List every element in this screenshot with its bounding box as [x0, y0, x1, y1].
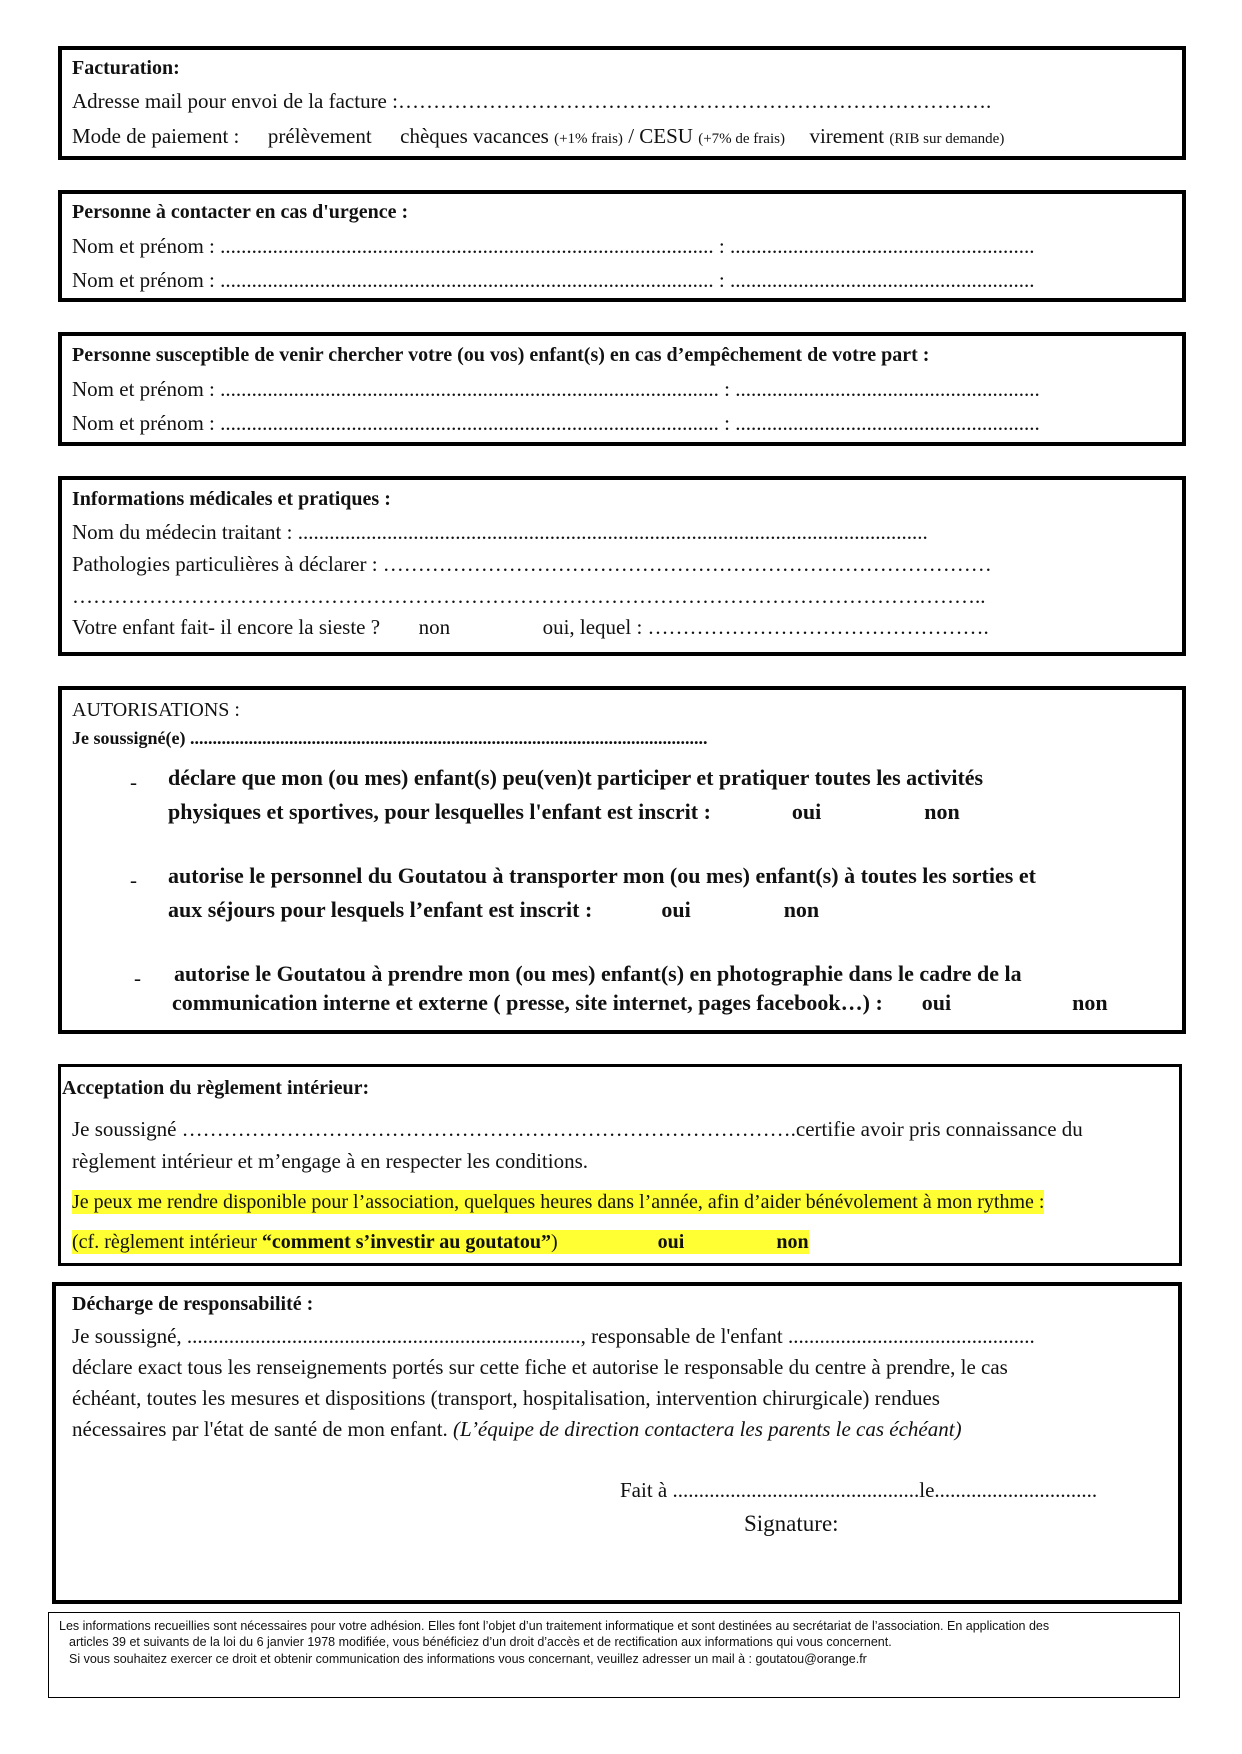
option-virement[interactable]: virement	[809, 124, 885, 148]
benevole-statement: Je peux me rendre disponible pour l’association, quelques heures dans l’année, afin d’aider bénévolement à mon rythme :	[72, 1191, 1045, 1213]
pickup-contact-1[interactable]: Nom et prénom : ............................................................................................... : ..........................................................	[72, 377, 1040, 401]
autorisation-1-dash: -	[130, 770, 137, 794]
option-prelevement[interactable]: prélèvement	[267, 124, 372, 148]
reglement-certify-line-2: règlement intérieur et m’engage à en respecter les conditions.	[72, 1149, 589, 1173]
medecin-field[interactable]: Nom du médecin traitant : ........................................................................................................................	[72, 520, 928, 544]
autorisation-1-non[interactable]: non	[924, 799, 960, 824]
footer-line-3: Si vous souhaitez exercer ce droit et obtenir communication des informations vous concernant, veuillez adresser un mail à : goutatou@orange.fr	[69, 1651, 867, 1666]
sieste-question: Votre enfant fait- il encore la sieste ?	[72, 615, 381, 639]
pickup-title: Personne susceptible de venir chercher votre (ou vos) enfant(s) en cas d’empêchement de votre part :	[72, 344, 930, 366]
autorisations-soussigne[interactable]: Je soussigné(e) ...................................................................................................................	[72, 728, 708, 748]
reglement-certify-line[interactable]: Je soussigné …………………………………………………………………………….certifie avoir pris connaissance du	[72, 1117, 1083, 1141]
cheques-fee-note: (+1% frais)	[554, 131, 623, 147]
fait-a-field[interactable]: Fait à ...............................................le...............................	[620, 1478, 1098, 1502]
autorisation-1-oui[interactable]: oui	[791, 799, 822, 824]
reglement-title: Acceptation du règlement intérieur:	[62, 1077, 370, 1099]
autorisation-2-row	[168, 897, 819, 923]
pickup-contact-2[interactable]: Nom et prénom : ............................................................................................... : ..........................................................	[72, 411, 1040, 435]
cf-reglement-title: “comment s’investir au goutatou”	[261, 1231, 551, 1253]
benevole-non[interactable]: non	[776, 1231, 809, 1253]
medical-title: Informations médicales et pratiques :	[72, 488, 391, 510]
autorisation-1-text: déclare que mon (ou mes) enfant(s) peu(ven)t participer et pratiquer toutes les activités	[168, 765, 984, 790]
autorisation-2-text-2: aux séjours pour lesquels l’enfant est inscrit :	[168, 897, 593, 922]
autorisation-3-text-2: communication interne et externe ( presse, site internet, pages facebook…) :	[172, 990, 883, 1015]
urgence-title: Personne à contacter en cas d'urgence :	[72, 201, 409, 223]
payment-row	[72, 124, 1004, 149]
urgence-contact-2[interactable]: Nom et prénom : .............................................................................................. : ..........................................................	[72, 268, 1035, 292]
autorisation-2-dash: -	[130, 868, 137, 892]
email-field[interactable]: Adresse mail pour envoi de la facture :………………………………………………………………………….	[72, 89, 992, 113]
autorisation-3-row	[172, 990, 1108, 1016]
decharge-soussigne-line[interactable]: Je soussigné, ..........................................................................., responsable de l'enfant ...............................................	[72, 1324, 1035, 1348]
payment-label: Mode de paiement :	[72, 124, 240, 148]
urgence-contact-1[interactable]: Nom et prénom : .............................................................................................. : ..........................................................	[72, 234, 1035, 258]
decharge-text-3	[72, 1417, 962, 1442]
autorisation-1-row	[168, 799, 960, 825]
autorisation-3-oui[interactable]: oui	[921, 990, 952, 1015]
cf-reglement-suffix: )	[550, 1231, 558, 1253]
autorisation-3-text: autorise le Goutatou à prendre mon (ou mes) enfant(s) en photographie dans le cadre de la	[174, 961, 1022, 986]
pathologies-continuation[interactable]: …………………………………………………………………………………………………………………..	[72, 584, 986, 608]
pathologies-field[interactable]: Pathologies particulières à déclarer : ……………………………………………………………………………	[72, 552, 992, 576]
autorisation-2-non[interactable]: non	[783, 897, 820, 922]
virement-note: (RIB sur demande)	[889, 131, 1005, 147]
autorisation-1-text-2: physiques et sportives, pour lesquelles l'enfant est inscrit :	[168, 799, 711, 824]
autorisations-title: AUTORISATIONS :	[72, 699, 240, 721]
sieste-non-option[interactable]: non	[418, 615, 451, 639]
decharge-italic-note: (L’équipe de direction contactera les parents le cas échéant)	[453, 1417, 962, 1441]
decharge-text-1: déclare exact tous les renseignements portés sur cette fiche et autorise le responsable du centre à prendre, le cas	[72, 1355, 1008, 1379]
autorisation-3-non[interactable]: non	[1072, 990, 1108, 1015]
benevole-oui[interactable]: oui	[657, 1231, 685, 1253]
sieste-row	[72, 615, 989, 640]
benevole-row	[72, 1230, 809, 1254]
autorisation-2-oui[interactable]: oui	[661, 897, 691, 922]
autorisation-3-dash: -	[134, 966, 141, 990]
footer-line-1: Les informations recueillies sont nécessaires pour votre adhésion. Elles font l’objet d’un traitement informatique et sont destinées au secrétariat de l’association. En application des	[59, 1619, 1050, 1633]
option-cesu[interactable]: / CESU	[628, 124, 693, 148]
decharge-text-3-main: nécessaires par l'état de santé de mon enfant.	[72, 1417, 448, 1441]
cf-reglement-prefix: (cf. règlement intérieur	[72, 1231, 262, 1253]
option-cheques-vacances[interactable]: chèques vacances	[400, 124, 549, 148]
sieste-oui-option[interactable]: oui, lequel : ………………………………………….	[542, 615, 989, 639]
autorisation-2-text: autorise le personnel du Goutatou à transporter mon (ou mes) enfant(s) à toutes les sorties et	[168, 863, 1036, 888]
decharge-text-2: échéant, toutes les mesures et dispositions (transport, hospitalisation, intervention chirurgicale) rendues	[72, 1386, 940, 1410]
cesu-fee-note: (+7% de frais)	[698, 131, 785, 147]
facturation-title: Facturation:	[72, 57, 180, 79]
signature-label: Signature:	[744, 1511, 839, 1536]
decharge-title: Décharge de responsabilité :	[72, 1293, 314, 1315]
footer-line-2: articles 39 et suivants de la loi du 6 janvier 1978 modifiée, vous bénéficiez d’un droit d’accès et de rectification aux informations qui vous concernent.	[69, 1635, 892, 1650]
legal-footer	[48, 1612, 1180, 1698]
